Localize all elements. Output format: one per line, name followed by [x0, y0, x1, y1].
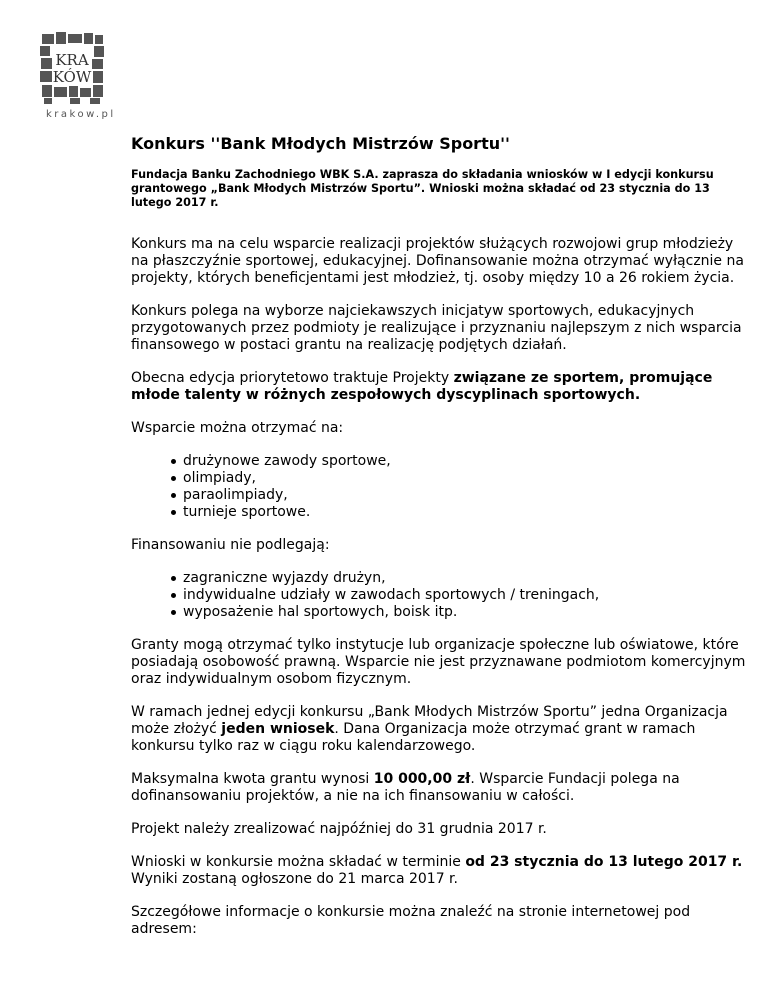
- one-application-tail: . Dana Organizacja może otrzymać grant w ramach konkursu tylko raz w ciągu roku kalendarzowego.: [131, 721, 696, 754]
- max-grant-amount: 10 000,00 zł: [373, 771, 471, 787]
- paragraph-eligibility: Granty mogą otrzymać tylko instytucje lub organizacje społeczne lub oświatowe, które posiadają osobowość prawną. Wsparcie nie jest przyznawane podmiotom komercyjnym oraz indywidualnym osobom fizycznym.: [131, 637, 746, 687]
- paragraph-max-grant: [131, 771, 746, 805]
- list-item: paraolimpiady,: [131, 487, 746, 504]
- support-list: [131, 453, 746, 521]
- list-item: drużynowe zawody sportowe,: [131, 453, 746, 470]
- list-item: turnieje sportowe.: [131, 504, 746, 521]
- paragraph-goal: Konkurs ma na celu wsparcie realizacji projektów służących rozwojowi grup młodzieży na płaszczyźnie sportowej, edukacyjnej. Dofinansowanie można otrzymać wyłącznie na projekty, których beneficjentami jest młodzież, tj. osoby między 10 a 26 rokiem życia.: [131, 236, 744, 286]
- krakow-logo: [40, 32, 116, 120]
- intro-paragraph: Fundacja Banku Zachodniego WBK S.A. zaprasza do składania wniosków w I edycji konkursu grantowego „Bank Młodych Mistrzów Sportu”. Wnioski można składać od 23 stycznia do 13 lutego 2017 r.: [131, 168, 714, 209]
- one-application-bold: jeden wniosek: [221, 721, 335, 737]
- paragraph-application-dates: [131, 854, 746, 888]
- logo-caption: krakow.pl: [46, 109, 116, 120]
- max-grant-tail: . Wsparcie Fundacji polega na dofinansowaniu projektów, a nie na ich finansowaniu w całości.: [131, 771, 680, 804]
- support-heading: Wsparcie można otrzymać na:: [131, 420, 344, 436]
- application-dates-lead: Wnioski w konkursie można składać w terminie: [131, 854, 466, 870]
- list-item: wyposażenie hal sportowych, boisk itp.: [131, 604, 746, 621]
- page-title: Konkurs ''Bank Młodych Mistrzów Sportu'': [131, 134, 510, 153]
- priority-lead: Obecna edycja priorytetowo traktuje Projekty: [131, 370, 454, 386]
- list-item: indywidualne udziały w zawodach sportowych / treningach,: [131, 587, 746, 604]
- logo-text-line1: KRA: [55, 51, 89, 69]
- max-grant-lead: Maksymalna kwota grantu wynosi: [131, 771, 374, 787]
- paragraph-deadline: Projekt należy zrealizować najpóźniej do 31 grudnia 2017 r.: [131, 821, 547, 837]
- excluded-heading: Finansowaniu nie podlegają:: [131, 537, 330, 553]
- one-application-lead: W ramach jednej edycji konkursu „Bank Młodych Mistrzów Sportu” jedna Organizacja może złożyć: [131, 704, 728, 737]
- list-item: olimpiady,: [131, 470, 746, 487]
- paragraph-priority: [131, 370, 746, 404]
- application-dates-tail: Wyniki zostaną ogłoszone do 21 marca 2017 r.: [131, 871, 458, 887]
- priority-bold: związane ze sportem, promujące młode talenty w różnych zespołowych dyscyplinach sportowych.: [131, 370, 713, 403]
- list-item: zagraniczne wyjazdy drużyn,: [131, 570, 746, 587]
- paragraph-description: Konkurs polega na wyborze najciekawszych inicjatyw sportowych, edukacyjnych przygotowanych przez podmioty je realizujące i przyznaniu najlepszym z nich wsparcia finansowego w postaci grantu na realizację podjętych działań.: [131, 303, 742, 353]
- paragraph-one-application: [131, 704, 746, 755]
- krakow-logo-mark: [40, 32, 104, 106]
- article: [131, 134, 746, 954]
- paragraph-more-info: Szczegółowe informacje o konkursie można znaleźć na stronie internetowej pod adresem:: [131, 904, 691, 937]
- logo-text-line2: KÓW: [52, 68, 92, 86]
- application-dates-bold: od 23 stycznia do 13 lutego 2017 r.: [465, 854, 743, 870]
- excluded-list: [131, 570, 746, 621]
